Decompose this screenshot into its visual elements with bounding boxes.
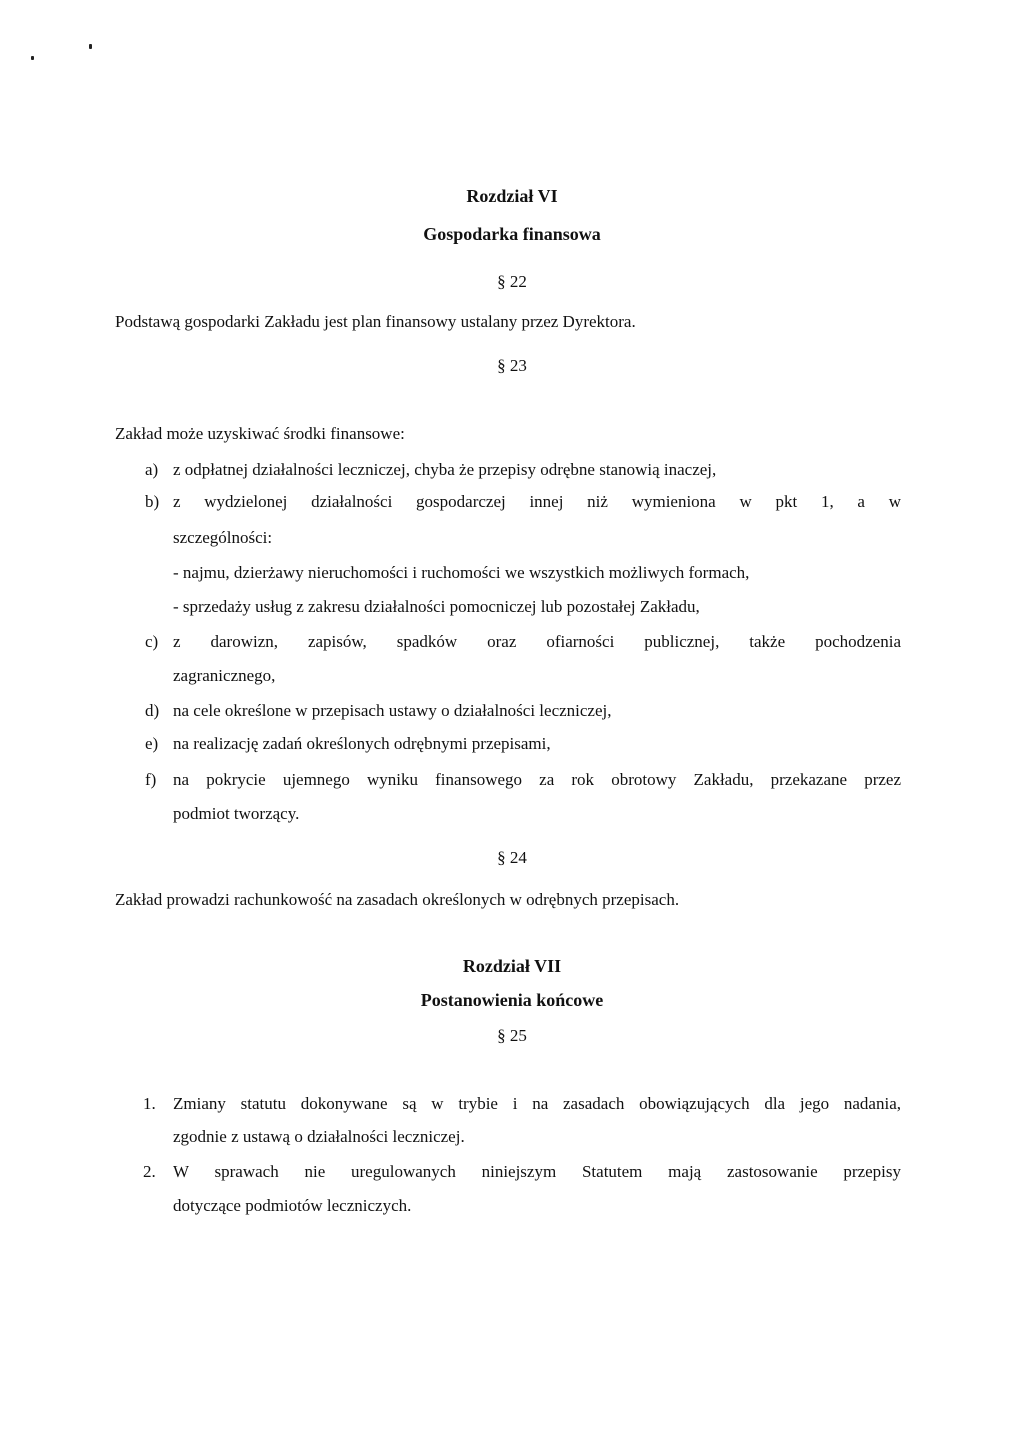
section-25-number: § 25 [497,1026,527,1045]
item-b-label: b) [145,492,160,511]
item-1-label: 1. [143,1094,156,1113]
item-2-label: 2. [143,1162,156,1181]
item-c-line-1: z darowizn, zapisów, spadków oraz ofiarności publicznej, także pochodzenia [173,632,901,651]
section-23-intro: Zakład może uzyskiwać środki finansowe: [115,424,405,443]
section-24-number: § 24 [497,848,527,867]
item-b-dash-1: - najmu, dzierżawy nieruchomości i ruchomości we wszystkich możliwych formach, [173,563,750,582]
item-b-dash-2: - sprzedaży usług z zakresu działalności pomocniczej lub pozostałej Zakładu, [173,597,700,616]
item-b-line-2: szczególności: [173,528,273,547]
item-c-label: c) [145,632,159,651]
item-b-line-1: z wydzielonej działalności gospodarczej innej niż wymieniona w pkt 1, a w [173,492,901,511]
item-1-line-2: zgodnie z ustawą o działalności leczniczej. [173,1127,465,1146]
item-e-text: na realizację zadań określonych odrębnymi przepisami, [173,734,551,753]
item-c-line-2: zagranicznego, [173,666,276,685]
item-d-text: na cele określone w przepisach ustawy o działalności leczniczej, [173,701,612,720]
chapter-6-subtitle: Gospodarka finansowa [423,224,601,244]
section-24-text: Zakład prowadzi rachunkowość na zasadach określonych w odrębnych przepisach. [115,890,680,909]
item-2-line-2: dotyczące podmiotów leczniczych. [173,1196,412,1215]
section-22-number: § 22 [497,272,527,291]
scan-speck-2 [89,44,92,49]
item-1-line-1: Zmiany statutu dokonywane są w trybie i na zasadach obowiązujących dla jego nadania, [173,1094,901,1113]
item-2-line-1: W sprawach nie uregulowanych niniejszym Statutem mają zastosowanie przepisy [173,1162,901,1181]
section-22-text: Podstawą gospodarki Zakładu jest plan finansowy ustalany przez Dyrektora. [115,312,636,331]
item-e-label: e) [145,734,159,753]
item-a-label: a) [145,460,159,479]
item-d-label: d) [145,701,160,720]
item-f-label: f) [145,770,157,789]
chapter-7-title: Rozdział VII [462,956,562,976]
chapter-6-title: Rozdział VI [466,186,558,206]
item-a-text: z odpłatnej działalności leczniczej, chyba że przepisy odrębne stanowią inaczej, [173,460,717,479]
scan-speck-1 [31,56,34,60]
section-23-number: § 23 [497,356,527,375]
chapter-7-subtitle: Postanowienia końcowe [420,990,604,1010]
item-f-line-2: podmiot tworzący. [173,804,300,823]
item-f-line-1: na pokrycie ujemnego wyniku finansowego za rok obrotowy Zakładu, przekazane przez [173,770,901,789]
